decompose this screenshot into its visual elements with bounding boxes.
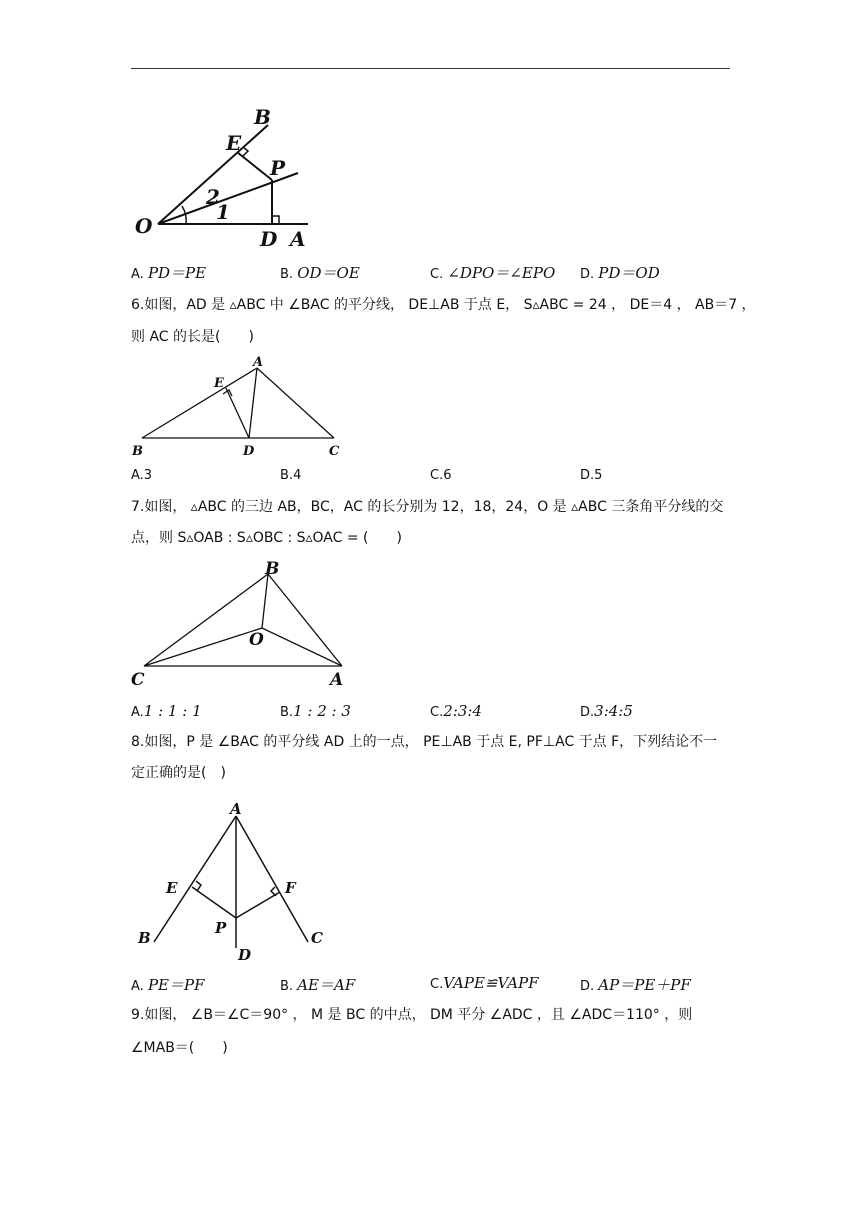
q6-question-line2: 则 AC 的长是( ) [131,329,254,345]
q7-option-b: B.1 : 2 : 3 [280,702,351,720]
q6-label-E: E [214,376,224,391]
q8-question-line1: 8.如图，P 是 ∠BAC 的平分线 AD 上的一点， PE⊥AB 于点 E, PF⊥AC 于点 F，下列结论不一 [131,734,718,750]
q8-option-d: D. AP＝PE＋PF [580,976,691,994]
q6-label-B: B [132,444,143,459]
q5-option-a: A. PD＝PE [131,264,207,282]
q5-label-B: B [254,105,271,129]
q9-question-line2: ∠MAB＝( ) [131,1040,228,1056]
q9-question-line1: 9.如图， ∠B＝∠C＝90° ， M 是 BC 的中点， DM 平分 ∠ADC ，且 ∠ADC＝110° ，则 [131,1007,693,1023]
q5-label-E: E [226,131,242,155]
q8-label-B: B [138,929,151,947]
q8-label-D: D [238,946,252,964]
q7-question-line1: 7.如图， ▵ABC 的三边 AB，BC，AC 的长分别为 12，18，24，O 是 ▵ABC 三条角平分线的交 [131,499,724,515]
q8-label-P: P [215,919,227,937]
q8-option-a: A. PE＝PF [131,976,205,994]
q6-label-D: D [243,444,255,459]
q7-option-d: D.3:4:5 [580,702,633,720]
q8-label-E: E [166,879,178,897]
q7-label-O: O [249,630,264,650]
q8-option-c: C.VAPE≌VAPF [430,974,539,992]
q8-label-F: F [285,879,296,897]
q8-label-C: C [311,929,323,947]
header-rule [131,68,730,69]
q7-label-A: A [330,670,344,690]
q8-question-line2: 定正确的是( ) [131,765,226,781]
q6-question-line1: 6.如图，AD 是 ▵ABC 中 ∠BAC 的平分线， DE⊥AB 于点 E， S▵ABC = 24 ， DE＝4 ， AB＝7 ， [131,297,756,313]
q5-option-c: C. ∠DPO＝∠EPO [430,264,556,282]
q6-label-A: A [253,355,264,370]
q5-option-d: D. PD＝OD [580,264,660,282]
q7-label-C: C [131,670,145,690]
q5-label-A: A [290,227,306,250]
q5-label-2: 2 [206,185,220,209]
q7-label-B: B [265,559,280,579]
q7-question-line2: 点，则 S▵OAB : S▵OBC : S▵OAC = ( ) [131,530,402,546]
q7-option-c: C.2:3:4 [430,702,482,720]
q5-label-O: O [135,214,153,238]
q6-option-a: A.3 [131,468,153,483]
q8-label-A: A [230,800,242,818]
q5-option-b: B. OD＝OE [280,264,360,282]
q5-label-1: 1 [216,200,230,224]
q5-label-P: P [270,156,286,180]
q5-label-D: D [260,227,278,250]
q6-option-c: C.6 [430,468,452,483]
q7-option-a: A.1 : 1 : 1 [131,702,202,720]
q6-label-C: C [329,444,340,459]
q8-figure [130,792,340,966]
q6-option-b: B.4 [280,468,302,483]
q8-option-b: B. AE＝AF [280,976,356,994]
q7-figure [130,556,360,690]
q6-figure [130,354,350,460]
q6-option-d: D.5 [580,468,603,483]
q5-figure [130,100,320,250]
